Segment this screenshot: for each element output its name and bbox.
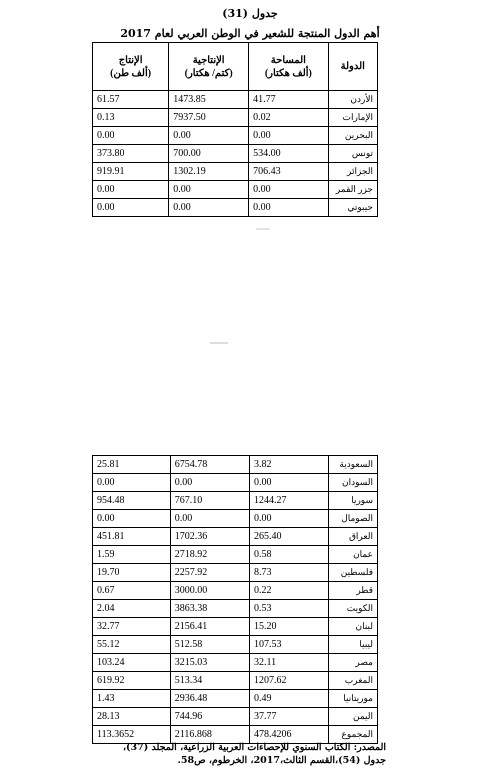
table-row	[93, 690, 378, 708]
area-cell: 706.43	[249, 163, 329, 181]
area-cell: 41.77	[249, 91, 329, 109]
output-cell: 1.59	[93, 546, 171, 564]
output-cell: 619.92	[93, 672, 171, 690]
area-cell: 0.00	[249, 199, 329, 217]
output-cell: 954.48	[93, 492, 171, 510]
area-cell: 0.00	[249, 181, 329, 199]
output-cell: 2.04	[93, 600, 171, 618]
productivity-cell: 1302.19	[169, 163, 249, 181]
productivity-cell: 6754.78	[170, 456, 249, 474]
area-cell: 15.20	[249, 618, 328, 636]
table-row	[93, 163, 378, 181]
area-cell: 107.53	[249, 636, 328, 654]
productivity-cell: 0.00	[170, 474, 249, 492]
barley-table-part-1	[92, 42, 378, 217]
output-cell: 0.13	[93, 109, 169, 127]
productivity-cell: 512.58	[170, 636, 249, 654]
header-area-unit: (ألف هكتار)	[264, 67, 312, 79]
output-cell: 19.70	[93, 564, 171, 582]
output-cell: 25.81	[93, 456, 171, 474]
table-row	[93, 199, 378, 217]
table-row	[93, 528, 378, 546]
area-cell: 32.11	[249, 654, 328, 672]
country-cell: جزر القمر	[328, 181, 377, 199]
country-cell: الصومال	[329, 510, 378, 528]
table-row	[93, 127, 378, 145]
header-output-label: الإنتاج	[118, 54, 143, 66]
productivity-cell: 2936.48	[170, 690, 249, 708]
output-cell: 113.3652	[93, 726, 171, 744]
area-cell: 37.77	[249, 708, 328, 726]
table-number: جدول (31)	[222, 7, 278, 20]
area-cell: 478.4206	[249, 726, 328, 744]
country-cell: الأردن	[328, 91, 377, 109]
table-row	[93, 708, 378, 726]
header-productivity-unit: (كتم/ هكتار)	[184, 67, 233, 79]
productivity-cell: 2116.868	[170, 726, 249, 744]
output-cell: 28.13	[93, 708, 171, 726]
header-output-unit: (ألف طن)	[110, 67, 152, 79]
table-title: أهم الدول المنتجة للشعير في الوطن العربي لعام 2017	[120, 27, 380, 40]
output-cell: 32.77	[93, 618, 171, 636]
country-cell: مصر	[329, 654, 378, 672]
header-productivity-label: الإنتاجية	[192, 54, 225, 66]
output-cell: 1.43	[93, 690, 171, 708]
header-area-label: المساحة	[270, 54, 306, 66]
table-row	[93, 618, 378, 636]
area-cell: 1244.27	[249, 492, 328, 510]
country-cell: الإمارات	[328, 109, 377, 127]
output-cell: 0.00	[93, 181, 169, 199]
output-cell: 61.57	[93, 91, 169, 109]
header-country	[328, 43, 377, 91]
output-cell: 55.12	[93, 636, 171, 654]
area-cell: 0.49	[249, 690, 328, 708]
table-row	[93, 636, 378, 654]
productivity-cell: 0.00	[169, 127, 249, 145]
area-cell: 0.22	[249, 582, 328, 600]
productivity-cell: 2718.92	[170, 546, 249, 564]
productivity-cell: 3863.38	[170, 600, 249, 618]
scan-artifact	[210, 342, 228, 344]
header-output	[93, 43, 169, 91]
area-cell: 534.00	[249, 145, 329, 163]
barley-table-part-2	[92, 455, 378, 744]
output-cell: 0.00	[93, 510, 171, 528]
table-row	[93, 672, 378, 690]
table-row	[93, 492, 378, 510]
country-cell: اليمن	[329, 708, 378, 726]
country-cell: المجموع	[329, 726, 378, 744]
area-cell: 0.58	[249, 546, 328, 564]
area-cell: 0.02	[249, 109, 329, 127]
table-row	[93, 600, 378, 618]
productivity-cell: 767.10	[170, 492, 249, 510]
area-cell: 0.53	[249, 600, 328, 618]
productivity-cell: 0.00	[169, 199, 249, 217]
country-cell: الجزائر	[328, 163, 377, 181]
productivity-cell: 2257.92	[170, 564, 249, 582]
source-note: المصدر: الكتاب السنوي للإحصاءات العربية الزراعية، المجلد (37)، جدول (54)،القسم الثالث،2017، الخرطوم، ص58.	[122, 742, 386, 766]
productivity-cell: 1702.36	[170, 528, 249, 546]
output-cell: 0.00	[93, 474, 171, 492]
table-row	[93, 510, 378, 528]
productivity-cell: 513.34	[170, 672, 249, 690]
area-cell: 265.40	[249, 528, 328, 546]
table-row	[93, 474, 378, 492]
table-row	[93, 564, 378, 582]
table-row	[93, 91, 378, 109]
country-cell: فلسطين	[329, 564, 378, 582]
output-cell: 0.00	[93, 127, 169, 145]
table-row	[93, 109, 378, 127]
productivity-cell: 7937.50	[169, 109, 249, 127]
area-cell: 1207.62	[249, 672, 328, 690]
scan-artifact	[256, 228, 270, 230]
productivity-cell: 0.00	[169, 181, 249, 199]
area-cell: 3.82	[249, 456, 328, 474]
country-cell: تونس	[328, 145, 377, 163]
header-country-label: الدولة	[340, 61, 365, 72]
header-area	[249, 43, 329, 91]
table-row	[93, 654, 378, 672]
country-cell: موريتانيا	[329, 690, 378, 708]
productivity-cell: 0.00	[170, 510, 249, 528]
output-cell: 451.81	[93, 528, 171, 546]
table-row	[93, 145, 378, 163]
table-header-row	[93, 43, 378, 91]
output-cell: 103.24	[93, 654, 171, 672]
table-row	[93, 181, 378, 199]
productivity-cell: 2156.41	[170, 618, 249, 636]
table-row	[93, 582, 378, 600]
productivity-cell: 3000.00	[170, 582, 249, 600]
country-cell: المغرب	[329, 672, 378, 690]
area-cell: 0.00	[249, 474, 328, 492]
country-cell: قطر	[329, 582, 378, 600]
output-cell: 373.80	[93, 145, 169, 163]
area-cell: 0.00	[249, 127, 329, 145]
area-cell: 0.00	[249, 510, 328, 528]
area-cell: 8.73	[249, 564, 328, 582]
country-cell: ليبيا	[329, 636, 378, 654]
country-cell: السعودية	[329, 456, 378, 474]
country-cell: السودان	[329, 474, 378, 492]
country-cell: سوريا	[329, 492, 378, 510]
country-cell: عمان	[329, 546, 378, 564]
country-cell: الكويت	[329, 600, 378, 618]
productivity-cell: 700.00	[169, 145, 249, 163]
output-cell: 919.91	[93, 163, 169, 181]
country-cell: العراق	[329, 528, 378, 546]
country-cell: جيبوتي	[328, 199, 377, 217]
country-cell: لبنان	[329, 618, 378, 636]
country-cell: البحرين	[328, 127, 377, 145]
header-productivity	[169, 43, 249, 91]
table-row	[93, 546, 378, 564]
table-row	[93, 456, 378, 474]
productivity-cell: 1473.85	[169, 91, 249, 109]
productivity-cell: 3215.03	[170, 654, 249, 672]
output-cell: 0.67	[93, 582, 171, 600]
productivity-cell: 744.96	[170, 708, 249, 726]
output-cell: 0.00	[93, 199, 169, 217]
